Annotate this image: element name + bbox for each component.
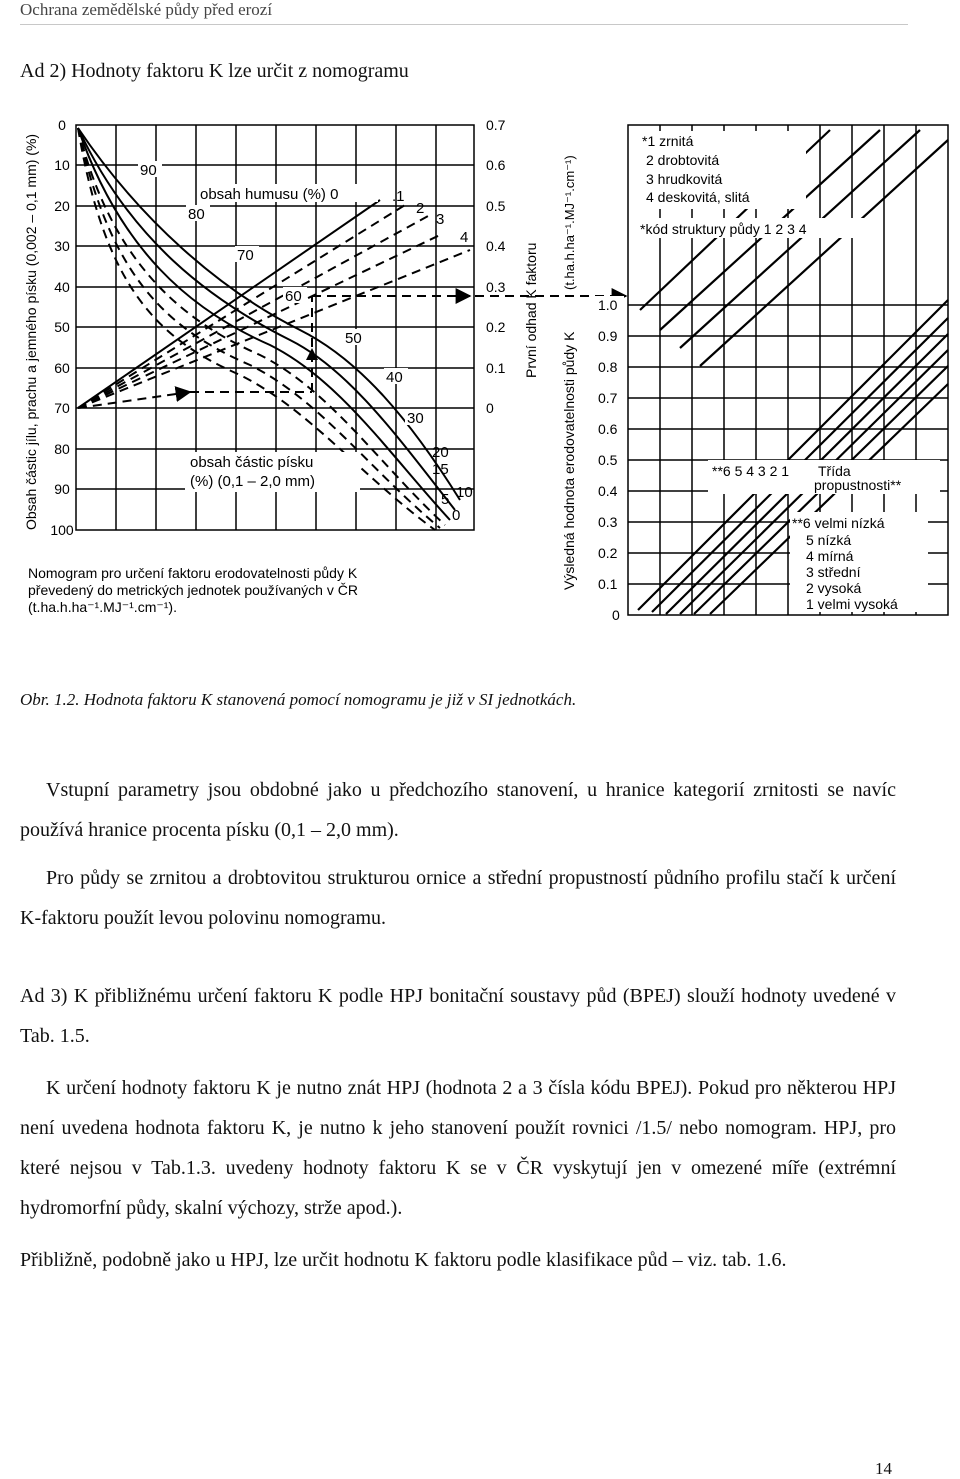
example-path — [78, 296, 470, 408]
left-tick: 60 — [54, 360, 70, 376]
left-tick: 40 — [54, 279, 70, 295]
permeability-codes: **6 5 4 3 2 1 — [712, 463, 790, 479]
sand-value: 20 — [432, 444, 449, 461]
humus-value: .1 — [392, 188, 405, 205]
left-tick: 10 — [54, 157, 70, 173]
structure-code-label: *kód struktury půdy 1 2 3 4 — [640, 221, 807, 237]
right-tick: 0.8 — [598, 359, 618, 375]
sand-value: 15 — [432, 461, 449, 478]
sand-value: 60 — [285, 288, 302, 305]
permeability-legend-item: **6 velmi nízká — [792, 515, 885, 531]
k1-tick: 0.3 — [486, 279, 506, 295]
sand-value: 30 — [407, 410, 424, 427]
paragraph: Pro půdy se zrnitou a drobtovitou strukturou ornice a střední propustností půdního profilu stačí k určení K-faktoru použít levou polovinu nomogramu. — [20, 867, 896, 929]
left-tick: 70 — [54, 400, 70, 416]
sand-value: 50 — [345, 330, 362, 347]
humus-value: 3 — [436, 211, 445, 228]
k1-tick: 0.2 — [486, 319, 506, 335]
right-tick: 0.7 — [598, 390, 618, 406]
nomogram-caption-line: převedený do metrických jednotek používaných v ČR — [28, 582, 358, 598]
left-tick: 50 — [54, 319, 70, 335]
humus-label: obsah humusu (%) 0 — [200, 186, 339, 203]
nomogram-caption-line: Nomogram pro určení faktoru erodovatelnosti půdy K — [28, 565, 358, 581]
k1-tick: 0.1 — [486, 360, 506, 376]
right-axis-title-line1: Výsledná hodnota erodovatelnosti půdy K — [561, 331, 577, 590]
k1-tick: 0.6 — [486, 157, 506, 173]
left-tick: 20 — [54, 198, 70, 214]
sand-label-line2: (%) (0,1 – 2,0 mm) — [190, 473, 316, 490]
humus-value: 4 — [460, 229, 469, 246]
left-tick: 80 — [54, 441, 70, 457]
right-tick: 0.5 — [598, 452, 618, 468]
permeability-legend-item: 2 vysoká — [806, 580, 862, 596]
permeability-legend-item: 5 nízká — [806, 532, 852, 548]
right-tick: 1.0 — [598, 297, 618, 313]
left-tick: 0 — [58, 117, 66, 133]
right-tick: 0.3 — [598, 514, 618, 530]
sand-value: 70 — [237, 247, 254, 264]
left-tick-labels — [50, 117, 74, 538]
permeability-title: propustnosti** — [814, 477, 902, 493]
nomogram-figure — [0, 108, 960, 643]
page-number: 14 — [875, 1459, 892, 1478]
right-tick: 0.4 — [598, 483, 618, 499]
sand-value: 40 — [386, 369, 403, 386]
structure-legend-item: *1 zrnitá — [642, 133, 694, 149]
paragraph: Vstupní parametry jsou obdobné jako u předchozího stanovení, u hranice kategorií zrnitosti se navíc používá hranice procenta písku (0,1 – 2,0 mm). — [20, 779, 896, 841]
nomogram-caption-line: (t.ha.h.ha⁻¹.MJ⁻¹.cm⁻¹). — [28, 599, 177, 615]
intro-line: Ad 2) Hodnoty faktoru K lze určit z nomogramu — [20, 60, 409, 82]
k1-axis-title: První odhad K faktoru — [523, 242, 539, 378]
structure-legend-item: 3 hrudkovitá — [646, 171, 723, 187]
structure-legend-item: 2 drobtovitá — [646, 152, 720, 168]
left-tick: 30 — [54, 238, 70, 254]
paragraph: Ad 3) K přibližnému určení faktoru K podle HPJ bonitační soustavy půd (BPEJ) slouží hodnoty uvedené v Tab. 1.5. — [20, 985, 896, 1047]
k1-tick: 0.5 — [486, 198, 506, 214]
permeability-legend-item: 4 mírná — [806, 548, 854, 564]
k1-tick: 0 — [486, 400, 494, 416]
paragraph: K určení hodnoty faktoru K je nutno znát HPJ (hodnota 2 a 3 čísla kódu BPEJ). Pokud pro některou HPJ není uvedena hodnota faktoru K, je nutno k jeho stanovení použít rovnici /1.5/ nebo nomogram. HPJ, pro které nejsou v Tab.1.3. uvedeny hodnoty faktoru K se v ČR vyskytují jen v omezené míře (extrémní hydromorfní půdy, skalní výchozy, strže apod.). — [20, 1077, 896, 1219]
right-tick: 0 — [612, 607, 620, 623]
sand-value: 80 — [188, 206, 205, 223]
structure-legend-item: 4 deskovitá, slitá — [646, 189, 750, 205]
k1-tick: 0.7 — [486, 117, 506, 133]
sand-value: 90 — [140, 162, 157, 179]
sand-value: 0 — [452, 507, 461, 524]
running-header — [20, 0, 908, 25]
right-tick: 0.6 — [598, 421, 618, 437]
permeability-title: Třída — [818, 463, 851, 479]
permeability-legend-item: 1 velmi vysoká — [806, 596, 898, 612]
sand-label-line1: obsah částic písku — [190, 454, 314, 471]
left-tick: 90 — [54, 481, 70, 497]
humus-value: 2 — [416, 200, 425, 217]
right-tick: 0.1 — [598, 576, 618, 592]
paragraph: Přibližně, podobně jako u HPJ, lze určit hodnotu K faktoru podle klasifikace půd – viz. tab. 1.6. — [20, 1249, 787, 1271]
figure-caption: Obr. 1.2. Hodnota faktoru K stanovená pomocí nomogramu je již v SI jednotkách. — [20, 690, 577, 709]
sand-value: 5 — [441, 491, 450, 508]
right-tick: 0.2 — [598, 545, 618, 561]
sand-value: 10 — [456, 484, 473, 501]
left-tick: 100 — [50, 522, 74, 538]
humus-lines — [78, 200, 470, 408]
running-title: Ochrana zemědělské půdy před erozí — [20, 0, 273, 19]
right-tick: 0.9 — [598, 328, 618, 344]
permeability-legend-item: 3 střední — [806, 564, 861, 580]
right-axis-title-line2: (t.ha.h.ha⁻¹.MJ⁻¹.cm⁻¹) — [562, 155, 577, 290]
k1-tick: 0.4 — [486, 238, 506, 254]
left-axis-title: Obsah částic jílu, prachu a jemného písku (0,002 – 0,1 mm) (%) — [23, 133, 39, 530]
